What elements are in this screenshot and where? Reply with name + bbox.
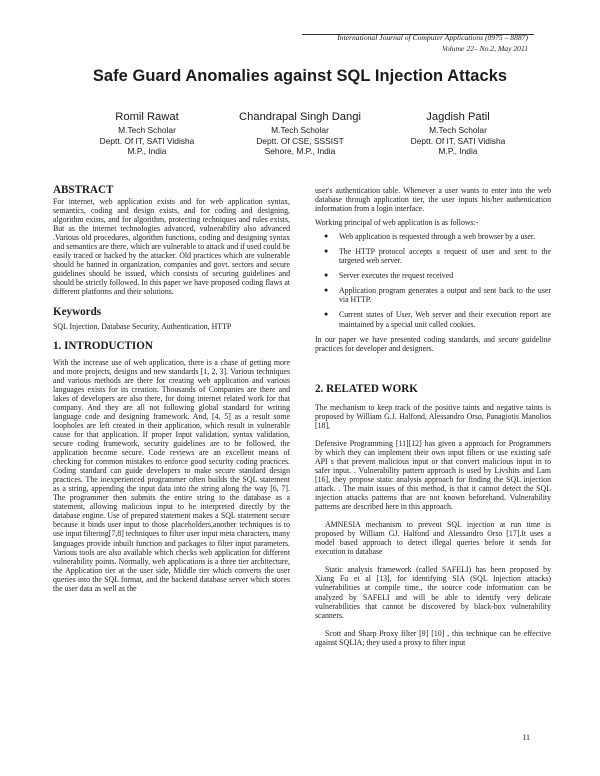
related-paragraph: Scott and Sharp Proxy filter [9] [10] , this technique can be effective against SQLIA; they used a proxy to filter input bbox=[315, 628, 551, 647]
list-item bbox=[315, 232, 551, 241]
list-item-text: Current states of User, Web server and their execution report are maintained by a special unit called cookies. bbox=[339, 310, 551, 329]
bullet-icon: ● bbox=[324, 232, 329, 241]
keywords-heading: Keywords bbox=[53, 305, 102, 318]
auth-table-paragraph: user's authentication table. Whenever a user wants to enter into the web database through application tier, the user inputs his/her authentication information from a login interface. bbox=[315, 186, 551, 214]
keywords-text: SQL Injection, Database Security, Authentication, HTTP bbox=[53, 321, 232, 331]
bullet-icon: ● bbox=[324, 247, 329, 256]
related-paragraph: Static analysis framework (called SAFELI) has been proposed by Xiang Fu et al [13], for identifying SIA (SQL Injection attacks) vulnerabilities at compile time., the source code information can be analyzed by SAFELI and will be able to identify very delicate vulnerabilities that cannot be discovered by black-box vulnerability scanners. bbox=[315, 565, 551, 620]
related-work-heading: 2. RELATED WORK bbox=[315, 382, 418, 395]
author-role: M.Tech Scholar bbox=[429, 125, 487, 135]
working-principle-intro: Working principal of web application is as follows:- bbox=[315, 218, 479, 228]
list-item bbox=[315, 286, 551, 304]
journal-volume: Volume 22– No.2, May 2011 bbox=[442, 44, 528, 53]
abstract-heading: ABSTRACT bbox=[53, 184, 114, 196]
bullet-icon: ● bbox=[324, 271, 329, 280]
author-dept: Deptt. Of CSE, SSSIST bbox=[256, 135, 344, 146]
related-paragraph: AMNESIA mechanism to prevent SQL injection at run time is proposed by William GJ. Halfond and Alessandro Orso [17].It uses a model based approach to detect illegal queries before it sends for execution to database bbox=[315, 520, 551, 557]
author-name: Chandrapal Singh Dangi bbox=[239, 111, 361, 123]
author-place: M.P., India bbox=[438, 146, 478, 156]
page-number: 11 bbox=[522, 733, 530, 742]
list-item-text: Application program generates a output and sent back to the user via HTTP. bbox=[339, 286, 551, 305]
author-place: M.P., India bbox=[127, 146, 167, 156]
summary-paragraph: In our paper we have presented coding standards, and secure guideline practices for developer and designers. bbox=[315, 334, 551, 353]
list-item bbox=[315, 310, 551, 328]
author-name: Romil Rawat bbox=[115, 111, 179, 123]
journal-name: International Journal of Computer Applications (0975 – 8887) bbox=[337, 33, 528, 42]
author-3 bbox=[378, 111, 538, 157]
working-principle-list bbox=[315, 232, 551, 328]
abstract-text: For internet, web application exists and for web application syntax, semantics, coding and design exists, and for coding and designing, algorithm exists, and for algorithm, protecting techniques and rules exists, But as the internet technologies advanced, vulnerability also advanced .Various old procedures, algorithm functions, coding and designing syntax and semantics are there, which are vulnerable to attack and if used could be easily traced or hacked by the attacker. Old practices which are vulnerable should be banned in organization, companies and govt. sectors and secure guidelines should be issued, which consists of securing guidelines and should be strictly followed. In this paper we have proposed coding flaws at different platforms and their solutions. bbox=[53, 197, 290, 297]
author-role: M.Tech Scholar bbox=[118, 125, 176, 135]
related-paragraph: The mechanism to keep track of the positive taints and negative taints is proposed by William G.J. Halfond, Alessandro Orso, Panagiotis Manolios [18], bbox=[315, 402, 551, 430]
bullet-icon: ● bbox=[324, 310, 329, 319]
author-place: Sehore, M.P., India bbox=[264, 146, 336, 156]
related-paragraph: Defensive Programming [11][12] has given a approach for Programmers by which they can implement their own input filters or use existing safe API s that prevent malicious input or that convert malicious input in to safer input. . Vulnerability pattern approach is used by Livshits and Lam [16], they propose static analysis approach for finding the SQL injection attack. . The main issues of this method, is that it cannot detect the SQL injection attacks patterns that are not known beforehand. Vulnerability patterns are described here in this approach. bbox=[315, 438, 551, 512]
list-item-text: The HTTP protocol accepts a request of user and sent to the targeted web server. bbox=[339, 247, 551, 266]
author-1 bbox=[72, 111, 222, 157]
journal-header bbox=[337, 33, 528, 54]
list-item-text: Server executes the request received bbox=[339, 271, 454, 281]
paper-title: Safe Guard Anomalies against SQL Injection Attacks bbox=[92, 67, 508, 85]
introduction-heading: 1. INTRODUCTION bbox=[53, 339, 153, 352]
introduction-text: With the increase use of web application, there is a chase of getting more and more projects, designs and new standards [1, 2, 3]. Various techniques and various methods are there for creating web application and various languages exists for its creation. Thousands of Companies are there and lakes of developers are also there, for doing internet related work for that company. And they are all not following global standard for writing language code and designing framework. And, [4, 5] as a result some loopholes are left created in their application, which result in vulnerable cause for that application. If proper Input validation, syntax validation, secure coding framework, security guidelines are to be followed, the application become secure. Code reviews are an excellent means of checking for common mistakes to enforce good security coding practices. Coding standard can guide developers to make secure standard design practices. The inexperienced programmer often builds the SQL statement as a string, appending the input data into the string along the way [6, 7]. The programmer then submits the entire string to the database as a statement, allowing malicious input to be interpreted directly by the database engine. Use of prepared statement makes a SQL statement secure because it binds user input to those placeholders,another techniques is to use input filtering[7,8] techniques to filter user input meta characters, many languages provide inbuilt function and packages to filter input parameters. Various tools are also available which checks web application for different vulnerability points. Normally, web applications is a three tier architecture, the Application tier at the user side, Middle tier which converts the user queries into the SQL format, and the backend database server which stores the user data as well as the bbox=[53, 357, 290, 593]
right-column bbox=[315, 186, 551, 647]
author-dept: Deptt. Of IT, SATI Vidisha bbox=[99, 135, 195, 146]
left-column bbox=[53, 184, 290, 593]
author-name: Jagdish Patil bbox=[426, 111, 490, 123]
list-item-text: Web application is requested through a web browser by a user. bbox=[339, 232, 536, 242]
list-item bbox=[315, 271, 551, 280]
author-dept: Deptt. Of IT, SATI Vidisha bbox=[410, 135, 506, 146]
bullet-icon: ● bbox=[324, 286, 329, 295]
author-2 bbox=[215, 111, 385, 157]
list-item bbox=[315, 247, 551, 265]
author-role: M.Tech Scholar bbox=[271, 125, 329, 135]
